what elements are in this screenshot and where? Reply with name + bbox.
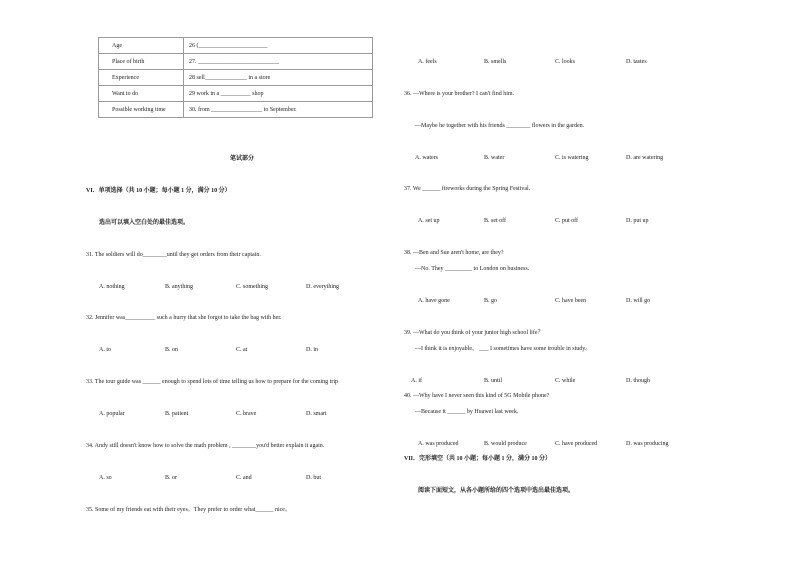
question-stem-line: —I think it is enjoyable， ___ I sometimes have some trouble in study。 [415,346,592,352]
table-label: Experience [99,70,184,86]
option: B. water [484,155,505,161]
option: A. feels [418,59,437,65]
option: D. though [626,378,650,384]
question-stem: 38. —Ben and Sue aren't home, are they? [404,250,504,256]
option: D. everything [306,284,339,290]
option: D. in [306,347,318,353]
option: C. put off [555,218,579,224]
table-label: Possible working time [99,102,184,118]
table-row [99,38,373,54]
option: D. are watering [626,155,664,161]
question-stem: 39. —What do you think of your junior high school life？ [404,330,544,336]
table-label: Want to do [99,86,184,102]
table-value: 29 work in a __________ shop [184,86,373,102]
option: C. have produced [555,441,598,447]
question-stem: 34. Andy still doesn't know how to solve the math problem , ________you'd better explain it again. [86,443,325,449]
table-value: 27. ___________________________ [184,54,373,70]
table-row [99,102,373,118]
question-stem: 40. —Why have I never seen this kind of 5G Mobile phone? [404,393,550,399]
option: D. put up [626,218,649,224]
question-stem-line: —Maybe he together with his friends ________ flowers in the garden. [415,123,585,129]
option: B. go [484,298,498,304]
option: B. smells [484,59,507,65]
question-stem: 31. The soldiers will do________until they get orders from their captain. [86,252,261,258]
option: B. would produce [484,441,527,447]
option: A. set up [418,218,440,224]
table-value: 26 (_______________________ [184,38,373,54]
question-stem: 37. We ______ fireworks during the Spring Festival. [404,186,531,192]
option: A. if [411,378,422,384]
section-heading-7: VII．完形填空（共 10 小题；每小题 1 分，满分 10 分） [404,456,552,462]
question-stem: 32. Jennifer was__________ such a hurry that she forgot to take the bag with her. [86,315,282,321]
question-stem: 36. —Where is your brother? I can't find him. [404,91,515,97]
option: C. while [555,378,576,384]
option: B. until [484,378,503,384]
option: D. will go [626,298,651,304]
option: B. on [165,347,179,353]
section-heading-6: VI．单项选择（共 10 小题；每小题 1 分，满分 10 分） [86,188,231,194]
table-row [99,70,373,86]
option: D. tastes [626,59,647,65]
table-value: 30. from _________________ to September. [184,102,373,118]
section-instruction-6: 选出可以填入空白处的最佳选项。 [99,220,190,226]
option: A. waters [415,155,438,161]
table-value: 28 sell______________ in a store [184,70,373,86]
table-row [99,86,373,102]
option: C. something [236,284,269,290]
question-stem-line: —No. They _________ to London on business. [415,266,530,272]
option: B. anything [165,284,193,290]
option: C. is watering [555,155,589,161]
option: A. to [99,347,111,353]
option: B. set off [484,218,507,224]
table-label: Age [99,38,184,54]
option: C. at [236,347,248,353]
option: B. patient [165,411,189,417]
option: A. have gone [418,298,450,304]
section-instruction-7: 阅读下面短文，从各小题所给的四个选项中选出最佳选项。 [418,488,575,494]
option: A. was produced [418,441,459,447]
option: A. nothing [99,284,125,290]
section-title: 笔试部分 [230,156,255,162]
option: A. popular [99,411,125,417]
question-stem: 33. The tour guide was ______ enough to spend lots of time telling us how to prepare for the coming trip [86,379,339,385]
info-table [98,37,373,118]
option: C. brave [236,411,257,417]
option: C. have been [555,298,587,304]
option: C. looks [555,59,576,65]
table-row [99,54,373,70]
option: D. was producing [626,441,669,447]
table-label: Place of birth [99,54,184,70]
question-stem: 35. Some of my friends eat with their eyes。They prefer to order what______ nice。 [86,507,291,513]
option: B. or [165,475,177,481]
option: C. and [236,475,252,481]
option: A. so [99,475,112,481]
question-stem-line: —Because it ______ by Huawei last week. [415,409,519,415]
option: D. smart [306,411,327,417]
option: D. but [306,475,321,481]
